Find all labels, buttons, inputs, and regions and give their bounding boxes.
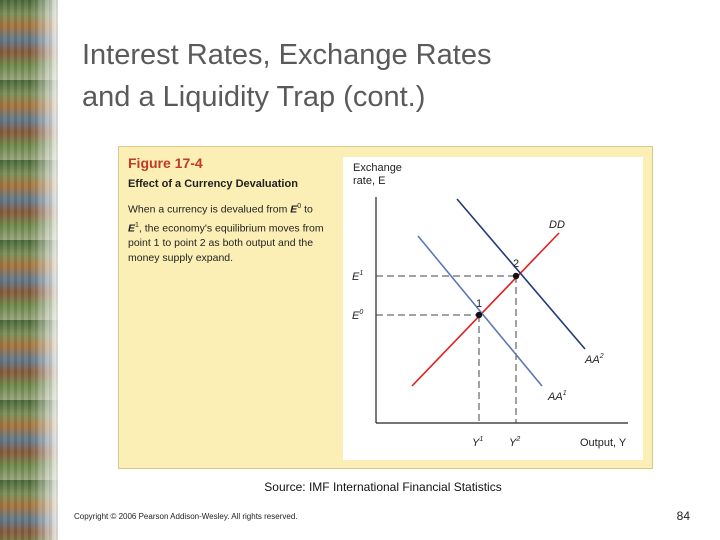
aa1-label-sup: 1 xyxy=(562,390,567,397)
figure-title: Effect of a Currency Devaluation xyxy=(128,178,298,190)
figure-number: Figure 17-4 xyxy=(128,155,203,171)
caption-text-2: to xyxy=(304,203,313,216)
source-note xyxy=(0,480,720,494)
y-tick-e0 xyxy=(352,309,363,322)
aa1-curve xyxy=(418,236,542,386)
aa2-label-text: AA xyxy=(585,354,600,366)
equilibrium-point-2 xyxy=(513,273,519,279)
slide-title-line-2: and a Liquidity Trap (cont.) xyxy=(82,81,426,113)
y-axis-label-line-1: Exchange xyxy=(353,162,402,174)
slide-title xyxy=(82,34,682,118)
diagram-svg xyxy=(343,157,643,460)
equilibrium-point-1 xyxy=(476,312,482,318)
dd-label: DD xyxy=(549,219,565,231)
point-1-label: 1 xyxy=(476,298,483,310)
aa2-curve xyxy=(457,199,585,349)
x-tick-y2-sup: 2 xyxy=(516,436,521,443)
point-2-label: 2 xyxy=(513,258,520,270)
caption-e1-sup: 1 xyxy=(135,221,139,229)
diagram-plot-area xyxy=(343,157,643,460)
aa2-label xyxy=(584,353,604,366)
x-tick-y1-text: Y xyxy=(472,437,480,449)
caption-text-3: , the economy's equilibrium moves from point 1 to point 2 as both output and the money supply expand. xyxy=(128,222,324,264)
caption-e0: E xyxy=(290,203,298,216)
x-tick-y1 xyxy=(472,436,483,449)
y-axis-label-line-2: rate, E xyxy=(353,175,386,187)
x-tick-y2 xyxy=(509,436,520,449)
caption-text-1: When a currency is devalued from xyxy=(128,203,291,216)
aa1-label xyxy=(547,390,567,403)
y-tick-e0-text: E xyxy=(352,310,360,322)
x-tick-y2-text: Y xyxy=(509,437,517,449)
source-text: Source: IMF International Financial Statistics xyxy=(264,480,502,494)
decorative-photo-strip xyxy=(0,0,58,540)
figure-panel xyxy=(118,146,653,469)
aa1-label-text: AA xyxy=(548,391,563,403)
caption-e1: E xyxy=(128,222,136,234)
aa2-label-sup: 2 xyxy=(599,353,604,360)
page-number: 84 xyxy=(676,509,690,523)
caption-e0-sup: 0 xyxy=(297,203,302,210)
y-tick-e1-text: E xyxy=(352,271,360,283)
x-tick-y1-sup: 1 xyxy=(479,436,484,443)
y-tick-e0-sup: 0 xyxy=(359,309,364,316)
copyright-notice: Copyright © 2006 Pearson Addison-Wesley. All rights reserved. xyxy=(74,512,298,521)
slide-title-line-1: Interest Rates, Exchange Rates xyxy=(82,39,492,71)
y-tick-e1 xyxy=(352,270,363,283)
figure-caption xyxy=(128,199,328,266)
x-axis-label: Output, Y xyxy=(580,437,627,449)
y-tick-e1-sup: 1 xyxy=(359,270,364,277)
